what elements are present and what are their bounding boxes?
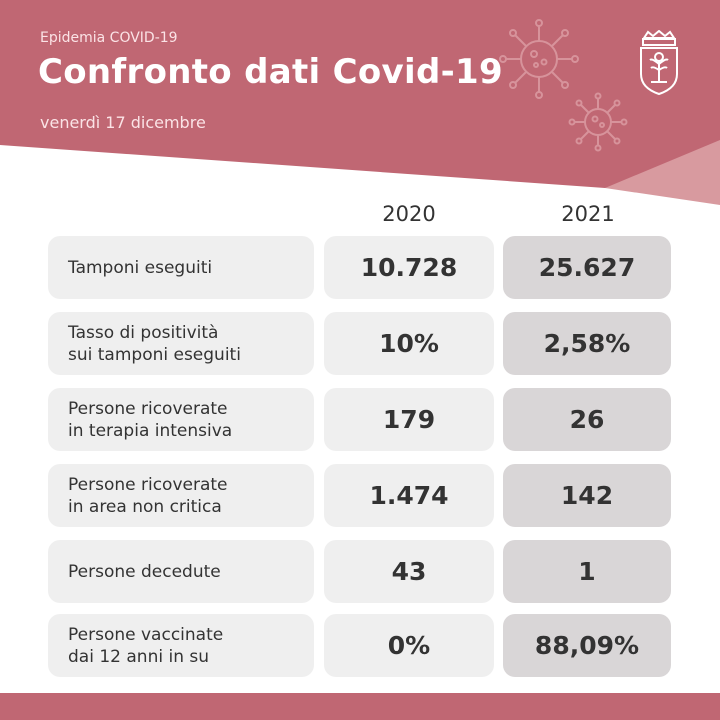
page-title: Confronto dati Covid-19 [38, 52, 503, 92]
footer-bar [0, 693, 720, 720]
row-label-area-non-critica: Persone ricoverate in area non critica [48, 464, 314, 527]
column-header-2021: 2021 [561, 202, 615, 226]
row-value-2021: 2,58% [503, 312, 671, 375]
row-label-positivita: Tasso di positività sui tamponi eseguiti [48, 312, 314, 375]
row-value-2020: 10% [324, 312, 494, 375]
virus-icon [566, 90, 630, 154]
row-label-terapia-intensiva: Persone ricoverate in terapia intensiva [48, 388, 314, 451]
header-banner [0, 0, 720, 210]
header-kicker: Epidemia COVID-19 [40, 30, 178, 46]
row-label-tamponi: Tamponi eseguiti [48, 236, 314, 299]
row-value-2020: 0% [324, 614, 494, 677]
row-value-2020: 1.474 [324, 464, 494, 527]
row-value-2020: 43 [324, 540, 494, 603]
row-value-2020: 179 [324, 388, 494, 451]
row-value-2021: 88,09% [503, 614, 671, 677]
row-value-2021: 1 [503, 540, 671, 603]
row-label-vaccinate: Persone vaccinate dai 12 anni in su [48, 614, 314, 677]
row-value-2021: 142 [503, 464, 671, 527]
column-header-2020: 2020 [382, 202, 436, 226]
row-label-decedute: Persone decedute [48, 540, 314, 603]
city-emblem-icon [636, 30, 682, 96]
header-date: venerdì 17 dicembre [40, 113, 206, 132]
row-value-2021: 26 [503, 388, 671, 451]
row-value-2021: 25.627 [503, 236, 671, 299]
row-value-2020: 10.728 [324, 236, 494, 299]
